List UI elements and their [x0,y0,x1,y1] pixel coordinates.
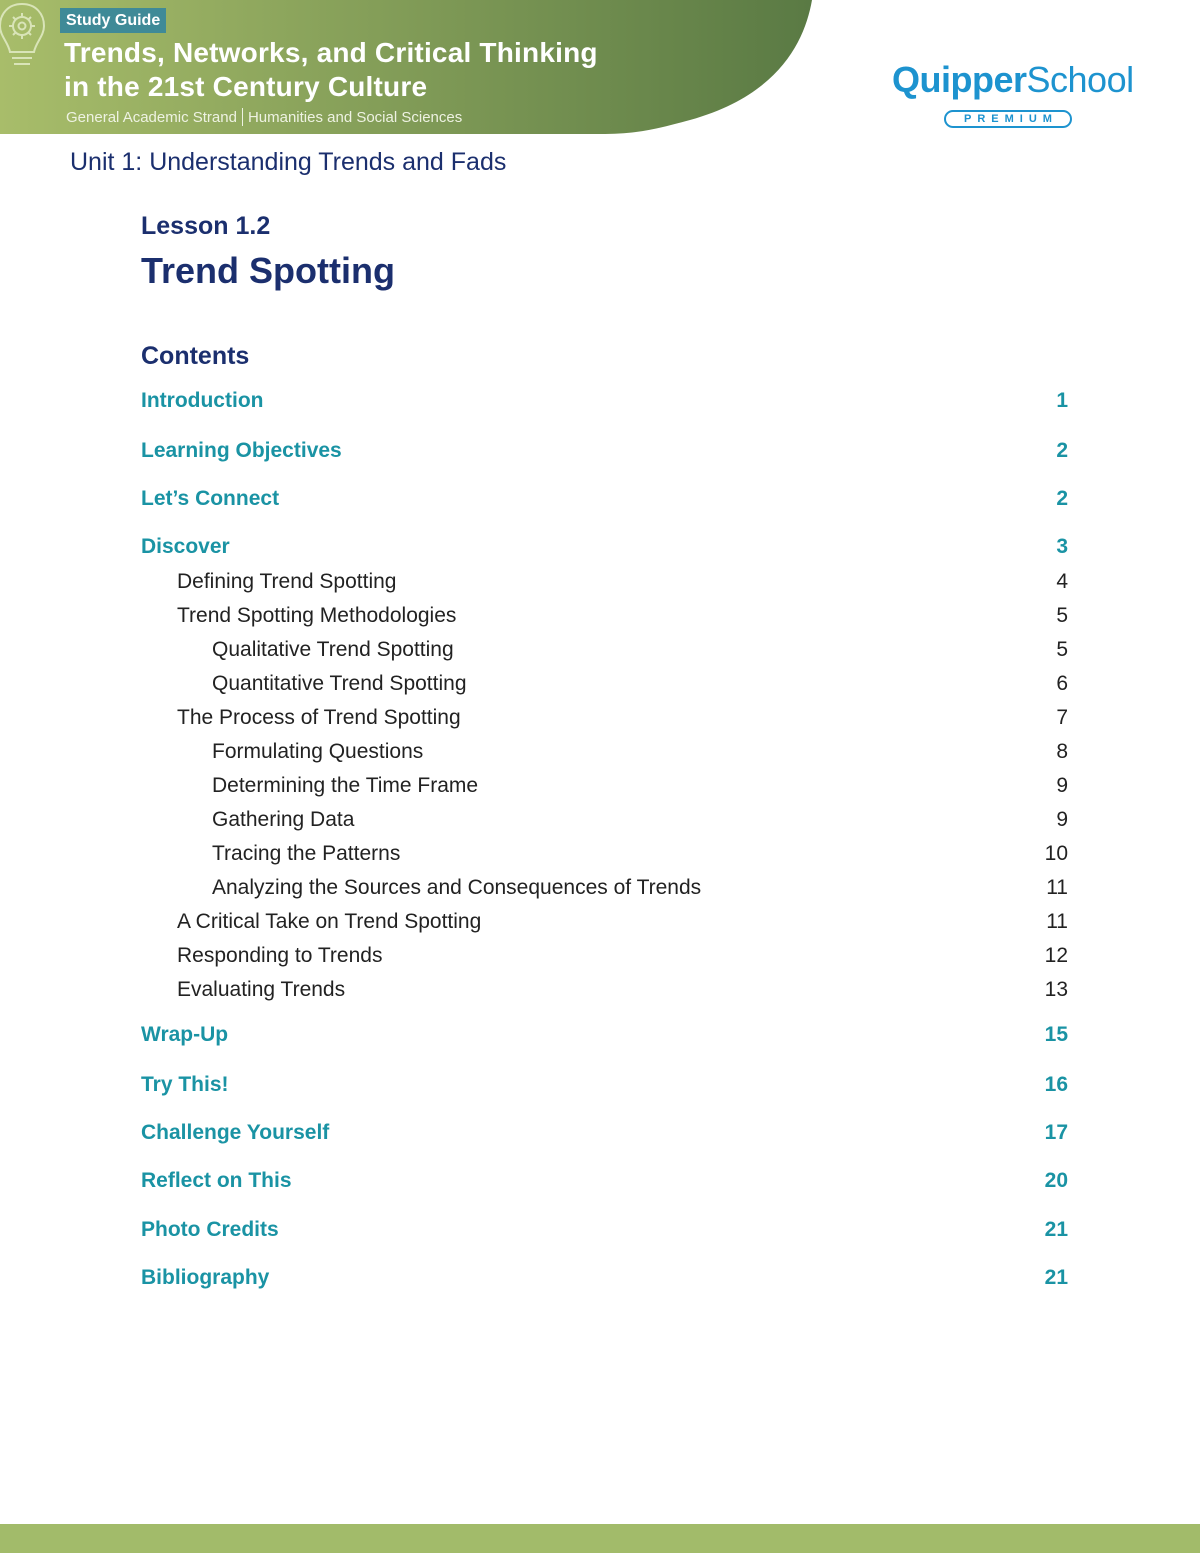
toc-entry-page: 5 [1056,638,1068,661]
toc-entry-page: 9 [1056,774,1068,797]
toc-entry-page: 8 [1056,740,1068,763]
toc-entry-label[interactable]: Evaluating Trends [177,978,346,1001]
toc-entry-page: 16 [1044,1073,1068,1096]
toc-entry-page: 11 [1046,876,1068,899]
track-name: Humanities and Social Sciences [247,109,463,126]
toc-entry[interactable] [0,532,1200,562]
lesson-title: Trend Spotting [141,250,395,291]
toc-entry[interactable] [0,601,1200,631]
toc-entry-label[interactable]: Reflect on This [141,1169,292,1192]
toc-entry-label[interactable]: Quantitative Trend Spotting [212,672,467,695]
toc-entry[interactable] [0,873,1200,903]
toc-entry-page: 5 [1056,604,1068,627]
toc-entry[interactable] [0,1118,1200,1148]
toc-entry-label[interactable]: Gathering Data [212,808,355,831]
logo-word-quipper: Quipper [892,59,1027,100]
toc-entry-label[interactable]: Trend Spotting Methodologies [177,604,457,627]
strand-line [66,108,462,126]
toc-entry[interactable] [0,1215,1200,1245]
toc-entry[interactable] [0,975,1200,1005]
lightbulb-gear-icon [0,0,50,72]
toc-entry[interactable] [0,805,1200,835]
lesson-number: Lesson 1.2 [141,212,271,240]
toc-entry[interactable] [0,771,1200,801]
toc-entry-label[interactable]: Formulating Questions [212,740,424,763]
strand-divider [242,108,243,126]
toc-entry-page: 12 [1044,944,1068,967]
toc-entry[interactable] [0,839,1200,869]
logo-wordmark [892,58,1132,102]
toc-entry[interactable] [0,1166,1200,1196]
premium-badge: PREMIUM [944,110,1072,128]
toc-entry-page: 6 [1056,672,1068,695]
toc-entry[interactable] [0,703,1200,733]
toc-entry-label[interactable]: Analyzing the Sources and Consequences of Trends [212,876,702,899]
toc-entry-label[interactable]: Determining the Time Frame [212,774,479,797]
toc-entry-label[interactable]: The Process of Trend Spotting [177,706,461,729]
toc-entry[interactable] [0,907,1200,937]
toc-entry-page: 3 [1056,535,1068,558]
toc-entry-label[interactable]: Photo Credits [141,1218,279,1241]
logo-word-school: School [1026,59,1134,100]
toc-entry-page: 4 [1056,570,1068,593]
toc-entry-label[interactable]: Wrap-Up [141,1023,229,1046]
quipper-school-logo [892,58,1132,138]
toc-entry[interactable] [0,669,1200,699]
toc-entry-page: 15 [1044,1023,1068,1046]
toc-entry-page: 2 [1056,487,1068,510]
toc-entry[interactable] [0,386,1200,416]
toc-entry[interactable] [0,737,1200,767]
toc-entry-page: 17 [1044,1121,1068,1144]
toc-entry-label[interactable]: Discover [141,535,230,558]
toc-entry-label[interactable]: Qualitative Trend Spotting [212,638,454,661]
toc-entry-page: 2 [1056,439,1068,462]
toc-entry-page: 21 [1044,1266,1068,1289]
toc-entry-page: 21 [1044,1218,1068,1241]
toc-entry[interactable] [0,635,1200,665]
toc-entry-label[interactable]: A Critical Take on Trend Spotting [177,910,482,933]
toc-entry-label[interactable]: Challenge Yourself [141,1121,330,1144]
strand-name: General Academic Strand [66,109,237,126]
toc-entry-page: 9 [1056,808,1068,831]
course-title [64,36,664,104]
toc-entry[interactable] [0,1263,1200,1293]
toc-entry-page: 20 [1044,1169,1068,1192]
toc-entry-label[interactable]: Learning Objectives [141,439,342,462]
study-guide-badge: Study Guide [60,8,166,33]
toc-entry-page: 7 [1056,706,1068,729]
toc-entry-label[interactable]: Try This! [141,1073,229,1096]
toc-entry-label[interactable]: Let’s Connect [141,487,280,510]
toc-entry[interactable] [0,1070,1200,1100]
toc-entry[interactable] [0,567,1200,597]
toc-entry-label[interactable]: Defining Trend Spotting [177,570,397,593]
course-title-line2: in the 21st Century Culture [64,71,428,102]
toc-entry[interactable] [0,484,1200,514]
contents-heading: Contents [141,342,250,370]
toc-entry-label[interactable]: Bibliography [141,1266,270,1289]
footer-bar [0,1524,1200,1553]
toc-entry[interactable] [0,1020,1200,1050]
toc-entry-page: 13 [1044,978,1068,1001]
course-title-line1: Trends, Networks, and Critical Thinking [64,37,598,68]
toc-entry-label[interactable]: Responding to Trends [177,944,383,967]
unit-title: Unit 1: Understanding Trends and Fads [70,148,507,176]
toc-entry-label[interactable]: Tracing the Patterns [212,842,401,865]
toc-entry[interactable] [0,941,1200,971]
toc-entry-page: 11 [1046,910,1068,933]
toc-entry-page: 10 [1044,842,1068,865]
toc-entry-page: 1 [1056,389,1068,412]
toc-entry-label[interactable]: Introduction [141,389,264,412]
toc-entry[interactable] [0,436,1200,466]
